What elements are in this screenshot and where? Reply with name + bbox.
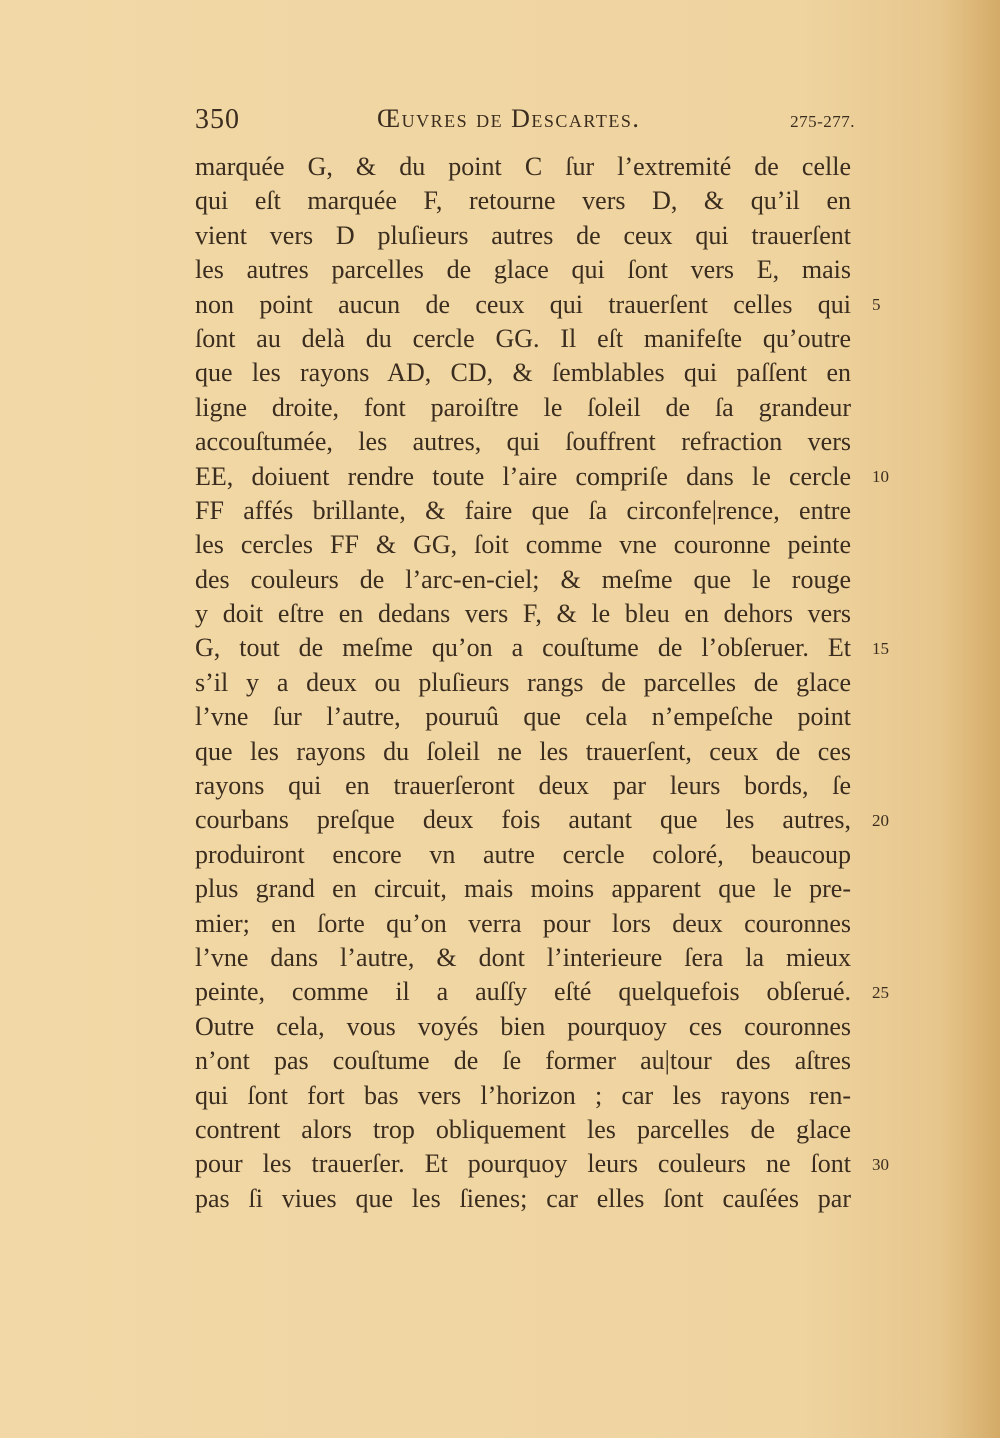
text-line: que les rayons du ſoleil ne les trauerſent, ceux de ces	[195, 736, 851, 766]
text-line: G, tout de meſme qu’on a couſtume de l’obſeruer. Et	[195, 633, 851, 663]
margin-line-number: 20	[872, 810, 889, 830]
body-text	[195, 150, 851, 1216]
margin-line-number: 30	[872, 1154, 889, 1174]
text-line: rayons qui en trauerſeront deux par leurs bords, ſe	[195, 771, 851, 801]
text-line: pas ſi viues que les ſienes; car elles ſont cauſées par	[195, 1183, 851, 1213]
text-line: les cercles FF & GG, ſoit comme vne couronne peinte	[195, 530, 851, 560]
text-line: ſont au delà du cercle GG. Il eſt manifeſte qu’outre	[195, 323, 851, 353]
text-line: non point aucun de ceux qui trauerſent celles qui	[195, 289, 851, 319]
text-line: y doit eſtre en dedans vers F, & le bleu en dehors vers	[195, 599, 851, 629]
text-line: qui eſt marquée F, retourne vers D, & qu’il en	[195, 186, 851, 216]
text-line: l’vne ſur l’autre, pouruû que cela n’empeſche point	[195, 702, 851, 732]
text-line: des couleurs de l’arc-en-ciel; & meſme que le rouge	[195, 564, 851, 594]
text-line: pour les trauerſer. Et pourquoy leurs couleurs ne ſont	[195, 1149, 851, 1179]
page-header	[195, 100, 855, 140]
text-line: l’vne dans l’autre, & dont l’interieure ſera la mieux	[195, 942, 851, 972]
text-line: que les rayons AD, CD, & ſemblables qui paſſent en	[195, 358, 851, 388]
page-number: 350	[195, 104, 240, 135]
text-line: s’il y a deux ou pluſieurs rangs de parcelles de glace	[195, 667, 851, 697]
text-line: produiront encore vn autre cercle coloré, beaucoup	[195, 839, 851, 869]
text-line: FF affés brillante, & faire que ſa circonfe|rence, entre	[195, 495, 851, 525]
margin-line-number: 25	[872, 982, 889, 1002]
text-line: qui ſont fort bas vers l’horizon ; car les rayons ren-	[195, 1080, 851, 1110]
text-line: contrent alors trop obliquement les parcelles de glace	[195, 1114, 851, 1144]
text-line: accouſtumée, les autres, qui ſouffrent refraction vers	[195, 427, 851, 457]
text-line: vient vers D pluſieurs autres de ceux qui trauerſent	[195, 220, 851, 250]
margin-line-number: 15	[872, 638, 889, 658]
text-line: courbans preſque deux fois autant que les autres,	[195, 805, 851, 835]
text-line: peinte, comme il a auſſy eſté quelquefois obſerué.	[195, 977, 851, 1007]
text-line: plus grand en circuit, mais moins apparent que le pre-	[195, 874, 851, 904]
text-line: marquée G, & du point C ſur l’extremité de celle	[195, 152, 851, 181]
text-line: n’ont pas couſtume de ſe former au|tour des aſtres	[195, 1046, 851, 1076]
margin-line-number: 5	[872, 294, 881, 314]
text-line: ligne droite, font paroiſtre le ſoleil de ſa grandeur	[195, 392, 851, 422]
margin-line-number: 10	[872, 466, 889, 486]
text-line: Outre cela, vous voyés bien pourquoy ces couronnes	[195, 1011, 851, 1041]
text-line: mier; en ſorte qu’on verra pour lors deux couronnes	[195, 908, 851, 938]
running-title: Œuvres de Descartes.	[377, 104, 641, 133]
text-line: les autres parcelles de glace qui ſont vers E, mais	[195, 255, 851, 285]
text-line: EE, doiuent rendre toute l’aire compriſe dans le cercle	[195, 461, 851, 491]
folio-range: 275-277.	[790, 112, 855, 131]
